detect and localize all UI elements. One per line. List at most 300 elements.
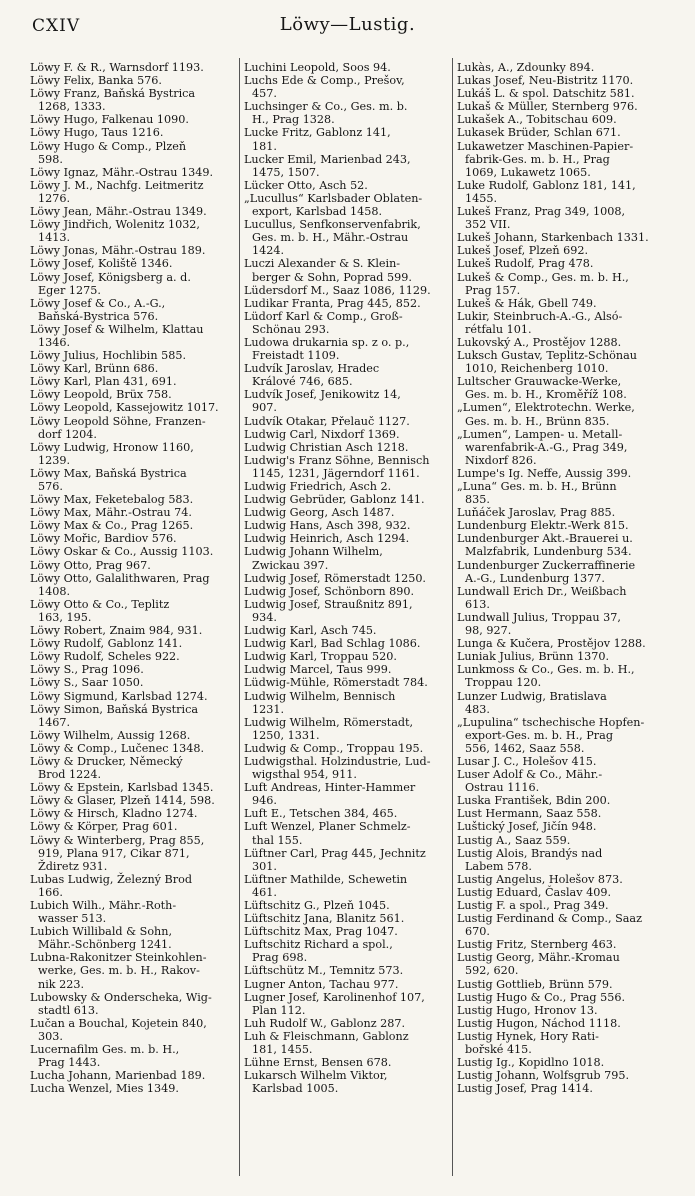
entry-line: Luh & Fleischmann, Gablonz [244,1029,409,1043]
directory-entry [244,415,448,428]
entry-line: Lustig Ig., Kopidlno 1018. [457,1056,605,1070]
directory-entry [30,703,234,729]
entry-continuation: 1408. [38,584,71,598]
entry-continuation: A.-G., Lundenburg 1377. [465,571,605,585]
directory-entry [30,179,234,205]
entry-line: Ludvík Jaroslav, Hradec [244,362,380,376]
entry-continuation: Baňská-Bystrica 576. [38,309,159,323]
directory-columns [0,61,695,1191]
entry-line: Löwy Julius, Hochlibin 585. [30,349,187,363]
entry-continuation: 166. [38,885,63,899]
directory-entry [457,205,665,231]
entry-line: Lustig Fritz, Sternberg 463. [457,938,617,952]
directory-entry [244,1056,448,1069]
directory-entry [244,74,448,100]
directory-entry [244,978,448,991]
directory-entry [30,244,234,257]
directory-entry [457,834,665,847]
directory-entry [244,192,448,218]
directory-entry [30,572,234,598]
entry-continuation: Labem 578. [465,859,532,873]
directory-entry [244,820,448,846]
entry-line: Ludwig Christian Asch 1218. [244,440,409,454]
directory-entry [457,899,665,912]
entry-line: Ludwig Heinrich, Asch 1294. [244,532,410,546]
entry-line: Lukeš Johann, Starkenbach 1331. [457,231,649,245]
entry-line: Ludwig Josef, Schönborn 890. [244,584,415,598]
entry-line: Lugner Anton, Tachau 977. [244,977,399,991]
entry-continuation: Karlsbad 1005. [252,1082,339,1096]
directory-entry [244,218,448,257]
directory-entry [457,755,665,768]
directory-entry [457,1069,665,1082]
entry-line: Lucha Wenzel, Mies 1349. [30,1082,179,1096]
directory-entry [457,663,665,689]
entry-line: Ludwigsthal. Holzindustrie, Lud- [244,754,431,768]
directory-entry [30,519,234,532]
entry-line: Luczi Alexander & S. Klein- [244,257,401,271]
entry-line: Löwy & Epstein, Karlsbad 1345. [30,781,214,795]
directory-entry [457,978,665,991]
entry-continuation: Plan 112. [252,1003,306,1017]
directory-entry [30,61,234,74]
entry-line: Ludwig's Franz Söhne, Bennisch [244,453,430,467]
entry-line: Ludwig Wilhelm, Römerstadt, [244,715,414,729]
entry-line: Löwy Josef & Wilhelm, Klattau [30,322,204,336]
entry-line: Luft Andreas, Hinter-Hammer [244,781,416,795]
directory-entry [457,1056,665,1069]
entry-continuation: 1413. [38,231,71,245]
entry-continuation: fabrik-Ges. m. b. H., Prag [465,152,610,166]
entry-continuation: 301. [252,859,277,873]
entry-line: „Lupulina“ tschechische Hopfen- [457,715,645,729]
entry-line: Löwy Hugo, Taus 1216. [30,126,164,140]
entry-line: Löwy Otto & Co., Teplitz [30,597,170,611]
entry-continuation: Prag 698. [252,951,308,965]
directory-entry [457,1004,665,1017]
directory-entry [457,912,665,938]
entry-continuation: thal 155. [252,833,303,847]
entry-line: Lustig Hugo & Co., Prag 556. [457,990,626,1004]
directory-entry [457,74,665,87]
entry-line: Ludwig Karl, Troppau 520. [244,650,397,664]
entry-line: Löwy Otto, Galalithwaren, Prag [30,571,210,585]
entry-continuation: 1010, Reichenberg 1010. [465,362,609,376]
directory-entry [30,74,234,87]
entry-continuation: Malzfabrik, Lundenburg 534. [465,545,632,559]
directory-entry [30,1043,234,1069]
entry-continuation: 352 VII. [465,218,511,232]
directory-entry [30,951,234,990]
entry-line: Lunzer Ludwig, Bratislava [457,689,607,703]
directory-entry [457,126,665,139]
entry-line: Löwy Mořic, Bardiov 576. [30,532,177,546]
entry-continuation: 163, 195. [38,610,92,624]
directory-entry [30,297,234,323]
entry-line: Lüftschitz Jana, Blanitz 561. [244,912,405,926]
directory-entry [457,559,665,585]
entry-line: Luchsinger & Co., Ges. m. b. [244,100,408,114]
entry-line: Luft Wenzel, Planer Schmelz- [244,820,411,834]
page-number: CXIV [32,16,81,36]
entry-continuation: 1276. [38,191,71,205]
directory-entry [30,415,234,441]
entry-line: Luchs Ede & Comp., Prešov, [244,74,405,88]
directory-entry [30,559,234,572]
directory-entry [457,820,665,833]
directory-entry [30,388,234,401]
entry-line: Lustig Alois, Brandýs nad [457,846,603,860]
directory-entry [457,336,665,349]
entry-line: Ludvík Josef, Jenikowitz 14, [244,388,401,402]
entry-line: Ludowa drukarnia sp. z o. p., [244,335,410,349]
entry-line: Luser Adolf & Co., Mähr.- [457,768,603,782]
page-title: Löwy—Lustig. [279,14,416,35]
directory-entry [30,532,234,545]
directory-entry [30,1069,234,1082]
directory-entry [244,807,448,820]
directory-entry [244,153,448,179]
directory-entry [244,388,448,414]
entry-line: Lubich Wilh., Mähr.-Roth- [30,899,177,912]
directory-entry [30,624,234,637]
directory-entry [30,925,234,951]
entry-continuation: 946. [252,794,277,808]
entry-line: Löwy Hugo, Falkenau 1090. [30,113,189,127]
entry-line: Lüdorf Karl & Comp., Groß- [244,309,403,323]
entry-continuation: H., Prag 1328. [252,113,335,127]
entry-line: Löwy Sigmund, Karlsbad 1274. [30,689,208,703]
directory-entry [244,297,448,310]
directory-entry [457,297,665,310]
entry-line: Lustig Angelus, Holešov 873. [457,872,623,886]
entry-line: Ludwig Georg, Asch 1487. [244,506,395,520]
entry-line: Löwy F. & R., Warnsdorf 1193. [30,61,204,74]
directory-entry [457,650,665,663]
entry-line: Lühne Ernst, Bensen 678. [244,1056,392,1070]
entry-line: Lüdersdorf M., Saaz 1086, 1129. [244,283,431,297]
entry-continuation: Prag 157. [465,283,521,297]
entry-continuation: export-Ges. m. b. H., Prag [465,728,613,742]
directory-entry [30,650,234,663]
entry-line: Löwy Karl, Brünn 686. [30,362,159,376]
entry-line: Luňáček Jaroslav, Prag 885. [457,506,616,520]
directory-entry [244,663,448,676]
directory-entry [457,271,665,297]
directory-entry [244,126,448,152]
entry-line: Lustig Josef, Prag 1414. [457,1082,593,1096]
entry-line: Lukir, Steinbruch-A.-G., Alsó- [457,309,623,323]
directory-entry [30,362,234,375]
entry-continuation: 1455. [465,191,498,205]
directory-entry [457,401,665,427]
directory-entry [457,87,665,100]
entry-line: Löwy J. M., Nachfg. Leitmeritz [30,178,204,192]
directory-entry [30,807,234,820]
entry-continuation: 1231. [252,702,285,716]
entry-line: Ludwig Marcel, Taus 999. [244,663,392,677]
entry-continuation: Ostrau 1116. [465,781,540,795]
directory-entry [30,834,234,873]
entry-line: Lucullus, Senfkonservenfabrik, [244,218,421,232]
directory-entry [30,375,234,388]
entry-continuation: warenfabrik-A.-G., Prag 349, [465,440,628,454]
directory-entry [244,428,448,441]
directory-entry [244,598,448,624]
entry-continuation: 98, 927. [465,624,512,638]
entry-continuation: 457. [252,87,277,101]
entry-continuation: Ges. m. b. H., Mähr.-Ostrau [252,231,409,245]
entry-line: Ludwig Carl, Nixdorf 1369. [244,427,400,441]
entry-continuation: Králové 746, 685. [252,375,353,389]
entry-line: Löwy S., Prag 1096. [30,663,144,677]
entry-line: „Luna“ Ges. m. b. H., Brünn [457,480,617,493]
directory-entry [457,519,665,532]
entry-line: Löwy Rudolf, Scheles 922. [30,650,180,664]
directory-entry [30,794,234,807]
directory-entry [30,257,234,270]
directory-entry [457,1017,665,1030]
directory-entry [244,284,448,297]
entry-continuation: Prag 1443. [38,1056,101,1070]
entry-line: Löwy Robert, Znaim 984, 931. [30,624,203,638]
entry-line: Löwy Jonas, Mähr.-Ostrau 189. [30,244,206,258]
directory-entry [244,742,448,755]
directory-entry [457,807,665,820]
entry-line: Lukeš & Hák, Gbell 749. [457,296,597,310]
entry-line: Löwy Karl, Plan 431, 691. [30,375,177,389]
directory-entry [30,205,234,218]
entry-line: Lustig Eduard, Časlav 409. [457,885,611,899]
entry-line: Lustig Hugo, Hronov 13. [457,1003,598,1017]
directory-entry [244,690,448,716]
directory-entry [30,126,234,139]
directory-entry [30,690,234,703]
entry-line: Lukeš Josef, Plzeň 692. [457,244,589,258]
directory-entry [244,716,448,742]
entry-continuation: 1475, 1507. [252,165,320,179]
entry-continuation: Freistadt 1109. [252,349,340,363]
directory-entry [457,231,665,244]
entry-line: Lustig A., Saaz 559. [457,833,571,847]
entry-continuation: 1250, 1331. [252,728,320,742]
entry-line: Lunga & Kučera, Prostějov 1288. [457,637,646,651]
entry-line: Lukáš L. & spol. Datschitz 581. [457,87,635,101]
entry-line: Löwy & Drucker, Německý [30,754,183,768]
entry-continuation: 598. [38,152,63,166]
directory-entry [244,441,448,454]
directory-entry [457,637,665,650]
entry-line: Lukawetzer Maschinen-Papier- [457,139,634,153]
entry-line: Löwy Wilhelm, Aussig 1268. [30,728,191,742]
directory-entry [30,991,234,1017]
directory-entry [457,506,665,519]
entry-line: Lukas Josef, Neu-Bistritz 1170. [457,74,634,88]
directory-entry [244,519,448,532]
entry-line: Lustig Hugon, Náchod 1118. [457,1016,621,1030]
directory-entry [457,375,665,401]
directory-entry [244,336,448,362]
directory-entry [30,820,234,833]
entry-continuation: 592, 620. [465,964,519,978]
entry-continuation: Troppau 120. [465,676,542,690]
entry-line: Löwy & Winterberg, Prag 855, [30,833,205,847]
entry-continuation: 1239. [38,453,71,467]
entry-line: Lubas Ludwig, Železný Brod [30,872,193,886]
entry-line: Lubowsky & Onderscheka, Wig- [30,990,212,1004]
entry-continuation: export, Karlsbad 1458. [252,205,383,219]
entry-line: Lubna-Rakonitzer Steinkohlen- [30,951,207,965]
entry-line: Löwy Josef, Koliště 1346. [30,257,173,271]
entry-line: Ludwig Karl, Bad Schlag 1086. [244,637,421,651]
entry-line: Löwy Hugo & Comp., Plzeň [30,139,187,153]
entry-line: Löwy Max, Mähr.-Ostrau 74. [30,506,192,520]
directory-entry [457,690,665,716]
directory-entry [30,349,234,362]
entry-line: Lüftschütz M., Temnitz 573. [244,964,404,978]
entry-line: Ludikar Franta, Prag 445, 852. [244,296,421,310]
entry-line: Ludwig Karl, Asch 745. [244,624,377,638]
entry-continuation: Zwickau 397. [252,558,329,572]
directory-entry [244,912,448,925]
entry-line: Löwy Jindřich, Wolenitz 1032, [30,218,200,232]
directory-entry [457,310,665,336]
entry-continuation: Ges. m. b. H., Brünn 835. [465,414,610,428]
directory-entry [457,244,665,257]
entry-line: „Lumen“, Elektrotechn. Werke, [457,401,635,415]
directory-entry [244,506,448,519]
directory-entry [30,899,234,925]
entry-line: Löwy Jean, Mähr.-Ostrau 1349. [30,205,207,219]
entry-continuation: nik 223. [38,977,85,991]
directory-entry [244,1017,448,1030]
directory-entry [244,454,448,480]
entry-line: Lücker Otto, Asch 52. [244,178,368,192]
directory-entry [30,637,234,650]
directory-entry [457,100,665,113]
entry-line: Lundwall Erich Dr., Weißbach [457,584,627,598]
entry-continuation: Ges. m. b. H., Kroměříž 108. [465,388,627,402]
entry-line: Lustig Georg, Mähr.-Kromau [457,951,620,965]
directory-entry [30,598,234,624]
entry-continuation: 1467. [38,715,71,729]
column-1 [30,61,234,1095]
entry-continuation: Mähr.-Schönberg 1241. [38,938,172,952]
entry-continuation: stadtl 613. [38,1003,99,1017]
directory-entry [30,873,234,899]
entry-line: Lüftschitz G., Plzeň 1045. [244,899,390,912]
entry-continuation: Nixdorf 826. [465,453,537,467]
entry-line: Luniak Julius, Brünn 1370. [457,650,610,664]
entry-line: Ludwig Gebrüder, Gablonz 141. [244,493,425,507]
entry-continuation: wasser 513. [38,912,107,926]
directory-entry [457,1030,665,1056]
directory-entry [457,1082,665,1095]
entry-continuation: 835. [465,493,490,507]
directory-entry [244,493,448,506]
directory-entry [457,873,665,886]
directory-entry [244,650,448,663]
directory-entry [457,532,665,558]
entry-line: Ludwig Johann Wilhelm, [244,545,383,559]
directory-entry [30,676,234,689]
entry-line: Löwy & Glaser, Plzeň 1414, 598. [30,794,215,808]
directory-entry [30,271,234,297]
entry-continuation: 934. [252,610,277,624]
directory-entry [457,886,665,899]
directory-entry [244,572,448,585]
directory-entry [244,179,448,192]
directory-entry [244,964,448,977]
directory-entry [244,637,448,650]
entry-continuation: 181. [252,139,277,153]
entry-continuation: 1424. [252,244,285,258]
entry-line: Löwy & Hirsch, Kladno 1274. [30,807,198,821]
directory-entry [30,140,234,166]
directory-entry [30,166,234,179]
entry-line: Luft E., Tetschen 384, 465. [244,807,398,821]
directory-entry [30,467,234,493]
directory-entry [30,729,234,742]
entry-line: Lustig Ferdinand & Comp., Saaz [457,912,642,926]
directory-entry [30,401,234,414]
entry-line: Lüftner Mathilde, Schewetin [244,872,408,886]
entry-line: Lucernafilm Ges. m. b. H., [30,1043,180,1057]
directory-entry [244,991,448,1017]
entry-line: Lüdwig-Mühle, Römerstadt 784. [244,676,428,690]
entry-line: Lustig Johann, Wolfsgrub 795. [457,1069,630,1083]
entry-line: Lukeš Franz, Prag 349, 1008, [457,205,626,219]
directory-entry [244,480,448,493]
directory-entry [30,781,234,794]
directory-entry [244,624,448,637]
entry-line: Ludwig & Comp., Troppau 195. [244,741,424,755]
entry-line: Lukàs, A., Zdounky 894. [457,61,595,74]
entry-line: Lustig F. a spol., Prag 349. [457,899,609,912]
entry-line: Lustig Hynek, Hory Rati- [457,1029,599,1043]
directory-entry [30,1017,234,1043]
directory-entry [30,742,234,755]
entry-line: Löwy Leopold, Brüx 758. [30,388,172,402]
entry-continuation: 1268, 1333. [38,100,106,114]
directory-entry [244,873,448,899]
directory-entry [244,100,448,126]
entry-continuation: 1069, Lukawetz 1065. [465,165,591,179]
directory-entry [244,1030,448,1056]
directory-entry [30,87,234,113]
directory-entry [244,585,448,598]
entry-line: Luksch Gustav, Teplitz-Schönau [457,349,637,363]
entry-line: Lucha Johann, Marienbad 189. [30,1069,206,1083]
entry-line: Lunkmoss & Co., Ges. m. b. H., [457,663,635,677]
entry-line: Löwy Josef & Co., A.-G., [30,296,166,310]
directory-entry [30,545,234,558]
entry-line: „Lumen“, Lampen- u. Metall- [457,427,623,441]
entry-continuation: 303. [38,1029,63,1043]
column-2 [244,61,448,1095]
entry-continuation: Eger 1275. [38,283,101,297]
entry-continuation: berger & Sohn, Poprad 599. [252,270,412,284]
entry-line: Luchini Leopold, Soos 94. [244,61,391,74]
directory-entry [244,61,448,74]
entry-line: Löwy Josef, Königsberg a. d. [30,270,191,284]
directory-entry [30,506,234,519]
entry-line: Lultscher Grauwacke-Werke, [457,375,622,389]
entry-line: Löwy Leopold Söhne, Franzen- [30,414,206,428]
entry-line: Löwy Max & Co., Prag 1265. [30,519,194,533]
entry-continuation: 461. [252,885,277,899]
directory-entry [457,716,665,755]
